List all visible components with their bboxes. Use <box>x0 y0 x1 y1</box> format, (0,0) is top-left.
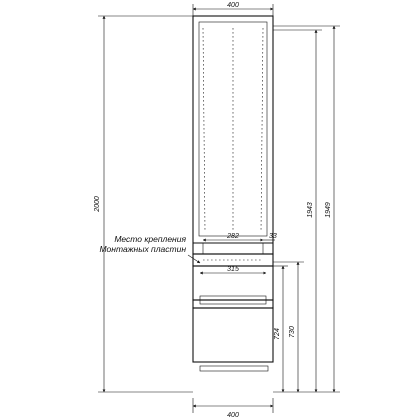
dim-width-bottom-label: 400 <box>227 412 239 419</box>
dim-inner-33-label: 33 <box>269 233 277 240</box>
dim-height-1949-label: 1949 <box>325 202 332 218</box>
dim-width-top <box>193 2 273 16</box>
dim-height-total-label: 2000 <box>94 196 101 212</box>
dim-height-730 <box>273 262 304 392</box>
dim-width-bottom <box>193 398 273 419</box>
dim-height-total <box>94 16 193 392</box>
dim-height-730-label: 730 <box>289 326 296 338</box>
door-detail-dashes <box>203 28 263 260</box>
note-line-1: Место крепления <box>114 234 186 244</box>
mounting-note <box>99 234 200 263</box>
dim-width-top-label: 400 <box>227 2 239 9</box>
dim-height-1943-label: 1943 <box>307 202 314 218</box>
dim-inner-282-label: 282 <box>227 233 239 240</box>
dim-height-724 <box>273 266 288 392</box>
dim-inner-315-label: 315 <box>227 266 239 273</box>
dim-inner-33 <box>263 233 277 240</box>
dim-height-724-label: 724 <box>274 328 281 340</box>
dim-inner-282 <box>203 233 263 240</box>
dim-inner-315 <box>200 266 266 273</box>
note-line-2: Монтажных пластин <box>99 244 186 254</box>
